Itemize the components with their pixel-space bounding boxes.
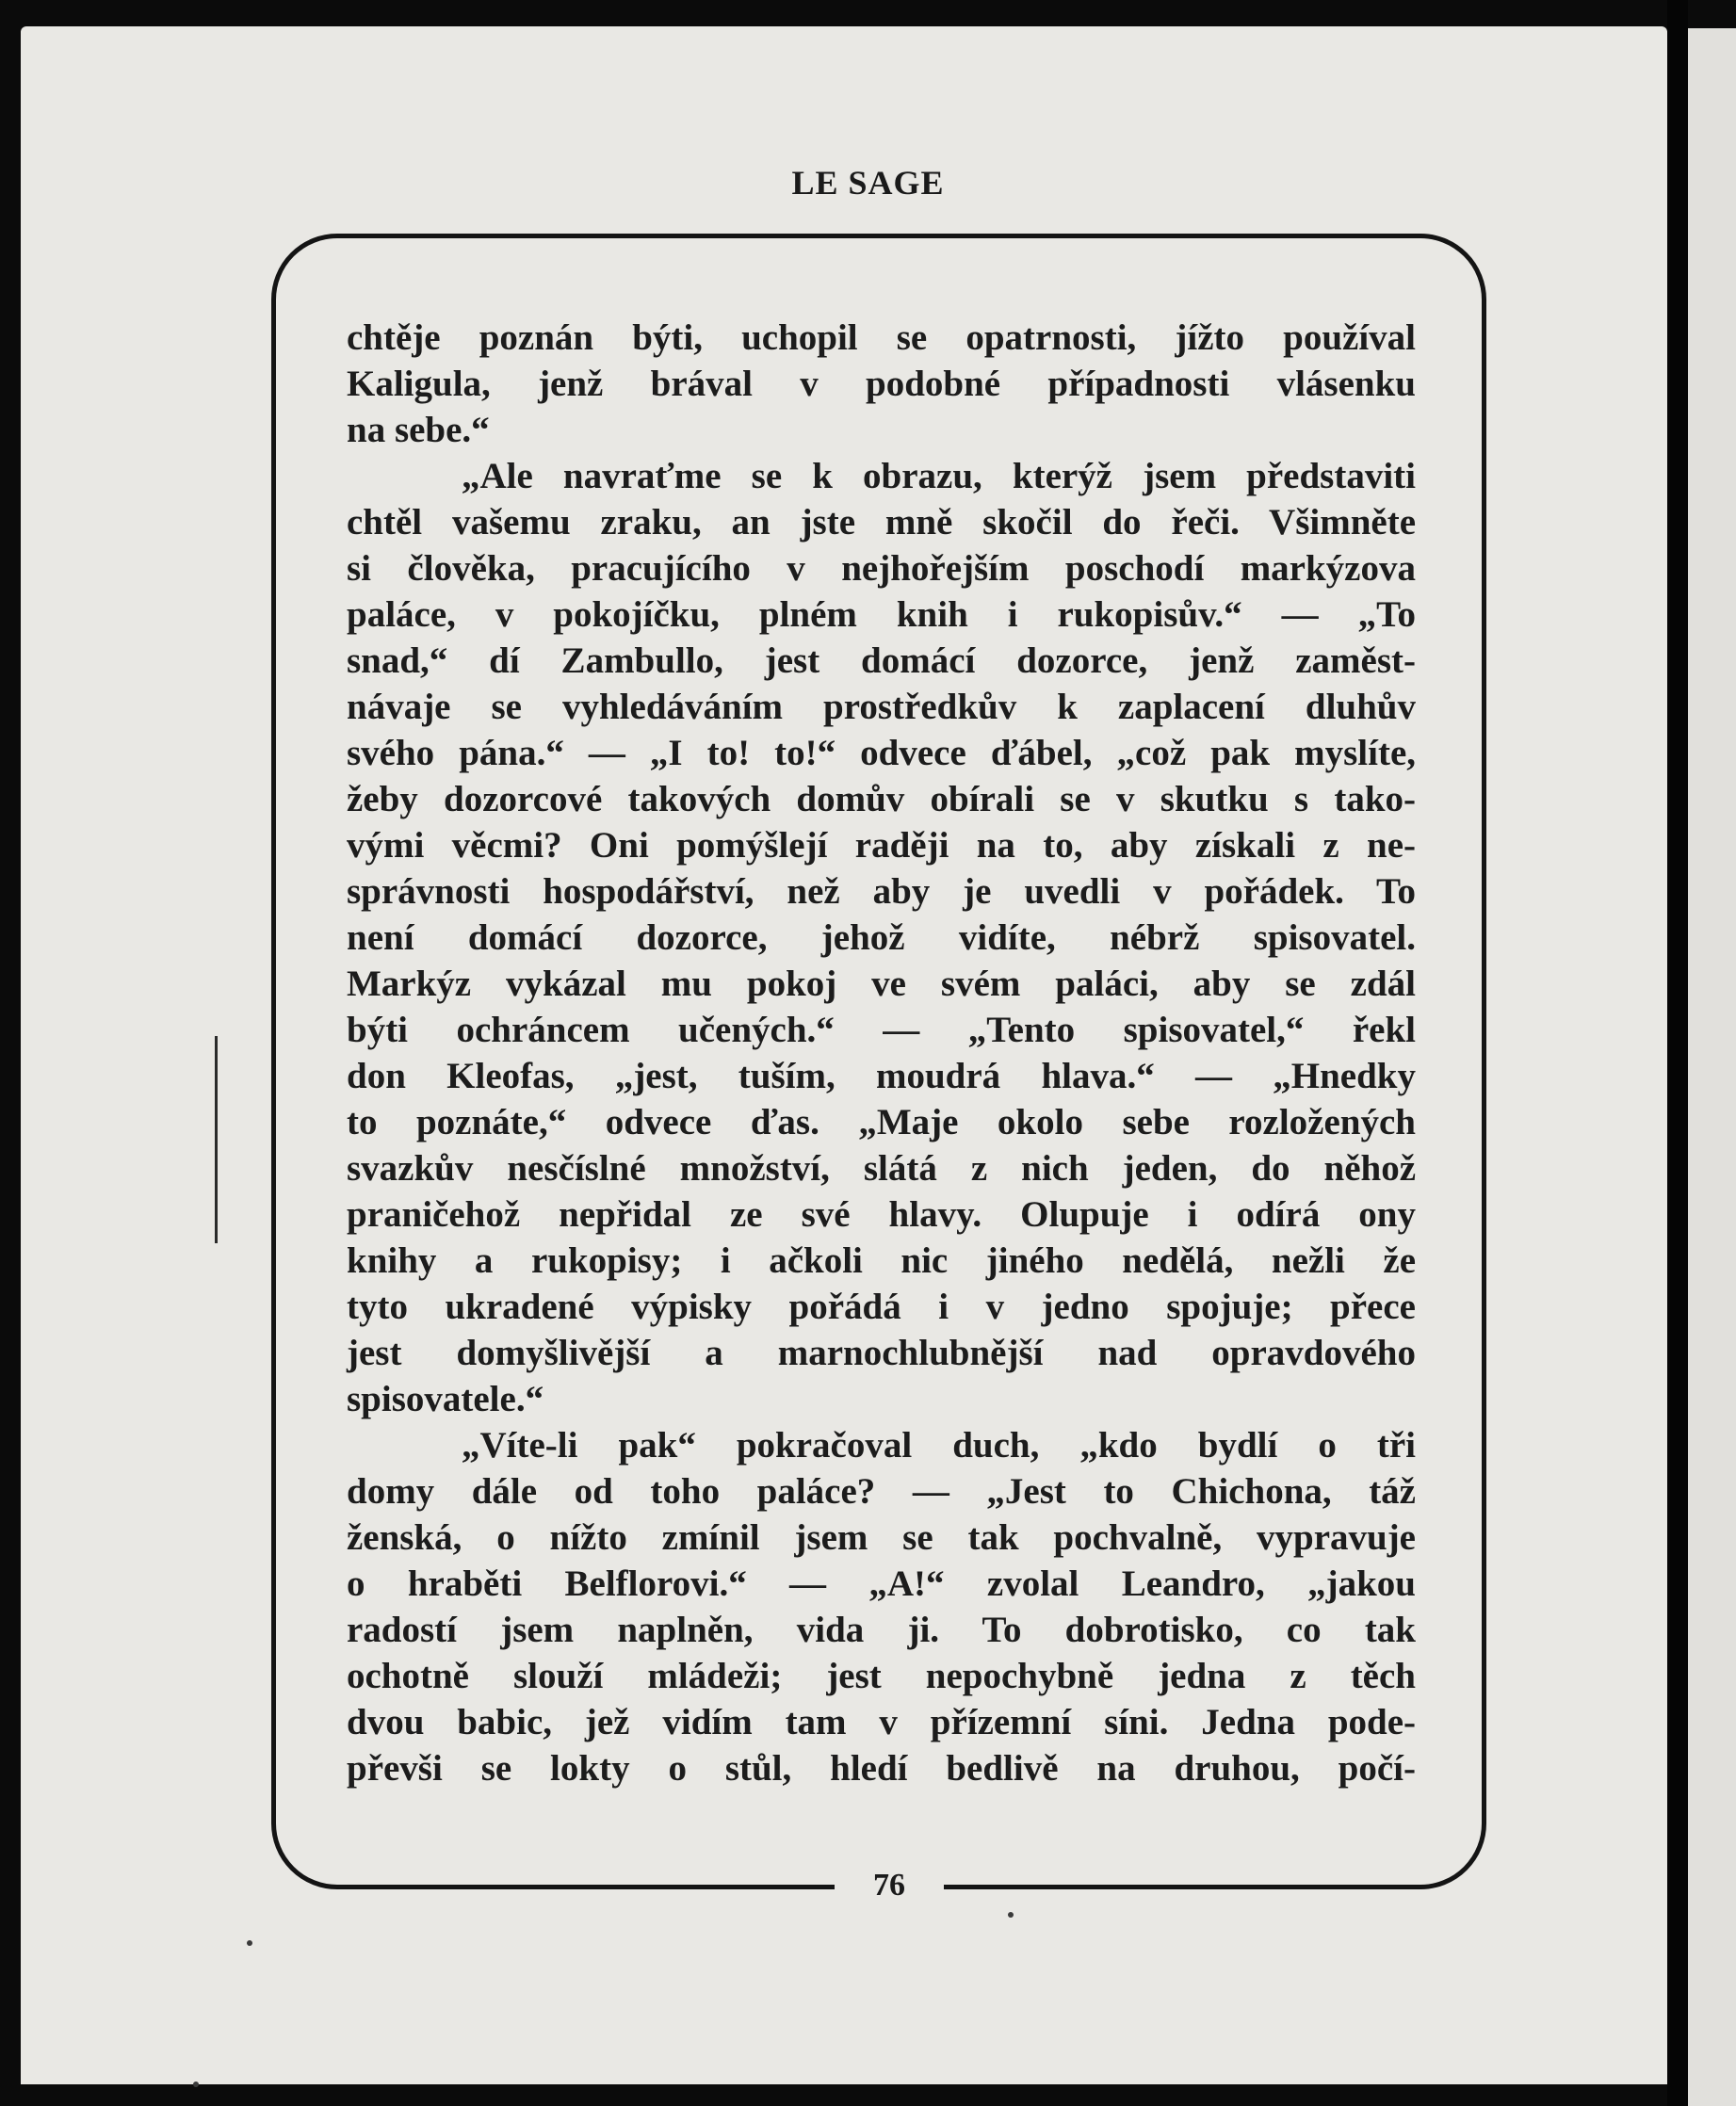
- dust-speck: [193, 2082, 199, 2087]
- text-line: si člověka, pracujícího v nejhořejším poschodí markýzova: [347, 548, 1416, 589]
- text-line: chtěl vašemu zraku, an jste mně skočil do řeči. Všimněte: [347, 502, 1416, 543]
- text-line: snad,“ dí Zambullo, jest domácí dozorce, jenž zaměst-: [347, 640, 1416, 681]
- text-line: don Kleofas, „jest, tuším, moudrá hlava.“ — „Hnedky: [347, 1056, 1416, 1096]
- page-number: 76: [873, 1868, 905, 1903]
- text-line: radostí jsem naplněn, vida ji. To dobrotisko, co tak: [347, 1610, 1416, 1650]
- text-line: návaje se vyhledáváním prostředkův k zaplacení dluhův: [347, 687, 1416, 727]
- text-line: paláce, v pokojíčku, plném knih i rukopisův.“ — „To: [347, 594, 1416, 635]
- text-line: svého pána.“ — „I to! to!“ odvece ďábel, „což pak myslíte,: [347, 733, 1416, 773]
- text-line: svazkův nesčíslné množství, slátá z nich jeden, do něhož: [347, 1148, 1416, 1189]
- text-line: ženská, o nížto zmínil jsem se tak pochvalně, vypravuje: [347, 1517, 1416, 1558]
- margin-pencil-mark: [215, 1036, 218, 1243]
- text-line: o hraběti Belflorovi.“ — „A!“ zvolal Leandro, „jakou: [347, 1563, 1416, 1604]
- text-line: Markýz vykázal mu pokoj ve svém paláci, aby se zdál: [347, 964, 1416, 1004]
- text-line: to poznáte,“ odvece ďas. „Maje okolo sebe rozložených: [347, 1102, 1416, 1142]
- body-text: [347, 315, 1416, 1791]
- text-line: Kaligula, jenž brával v podobné případnosti vlásenku: [347, 364, 1416, 404]
- book-gutter: [1667, 0, 1688, 2106]
- dust-speck: [1008, 1912, 1014, 1918]
- text-line: vými věcmi? Oni pomýšlejí raději na to, aby získali z ne-: [347, 825, 1416, 866]
- adjacent-page-edge: [1688, 28, 1736, 2106]
- text-line: není domácí dozorce, jehož vidíte, nébrž spisovatel.: [347, 917, 1416, 958]
- text-line: žeby dozorcové takových domův obírali se v skutku s tako-: [347, 779, 1416, 819]
- text-line: praničehož nepřidal ze své hlavy. Olupuje i odírá ony: [347, 1194, 1416, 1235]
- text-line: knihy a rukopisy; i ačkoli nic jiného nedělá, nežli že: [347, 1240, 1416, 1281]
- text-line: „Víte-li pak“ pokračoval duch, „kdo bydlí o tři: [462, 1425, 1416, 1466]
- text-line: spisovatele.“: [347, 1379, 544, 1419]
- text-line: tyto ukradené výpisky pořádá i v jedno spojuje; přece: [347, 1287, 1416, 1327]
- text-line: správnosti hospodářství, než aby je uvedli v pořádek. To: [347, 871, 1416, 912]
- dust-speck: [247, 1940, 252, 1946]
- text-line: domy dále od toho paláce? — „Jest to Chichona, táž: [347, 1471, 1416, 1512]
- text-line: „Ale navraťme se k obrazu, kterýž jsem představiti: [462, 456, 1416, 496]
- text-line: převši se lokty o stůl, hledí bedlivě na druhou, počí-: [347, 1748, 1416, 1789]
- text-line: chtěje poznán býti, uchopil se opatrnosti, jížto používal: [347, 317, 1416, 358]
- text-line: jest domyšlivější a marnochlubnější nad opravdového: [347, 1333, 1416, 1373]
- text-line: na sebe.“: [347, 410, 490, 450]
- running-header: LE SAGE: [791, 164, 945, 202]
- text-line: býti ochráncem učených.“ — „Tento spisovatel,“ řekl: [347, 1010, 1416, 1050]
- text-line: dvou babic, jež vidím tam v přízemní síni. Jedna pode-: [347, 1702, 1416, 1742]
- text-line: ochotně slouží mládeži; jest nepochybně jedna z těch: [347, 1656, 1416, 1696]
